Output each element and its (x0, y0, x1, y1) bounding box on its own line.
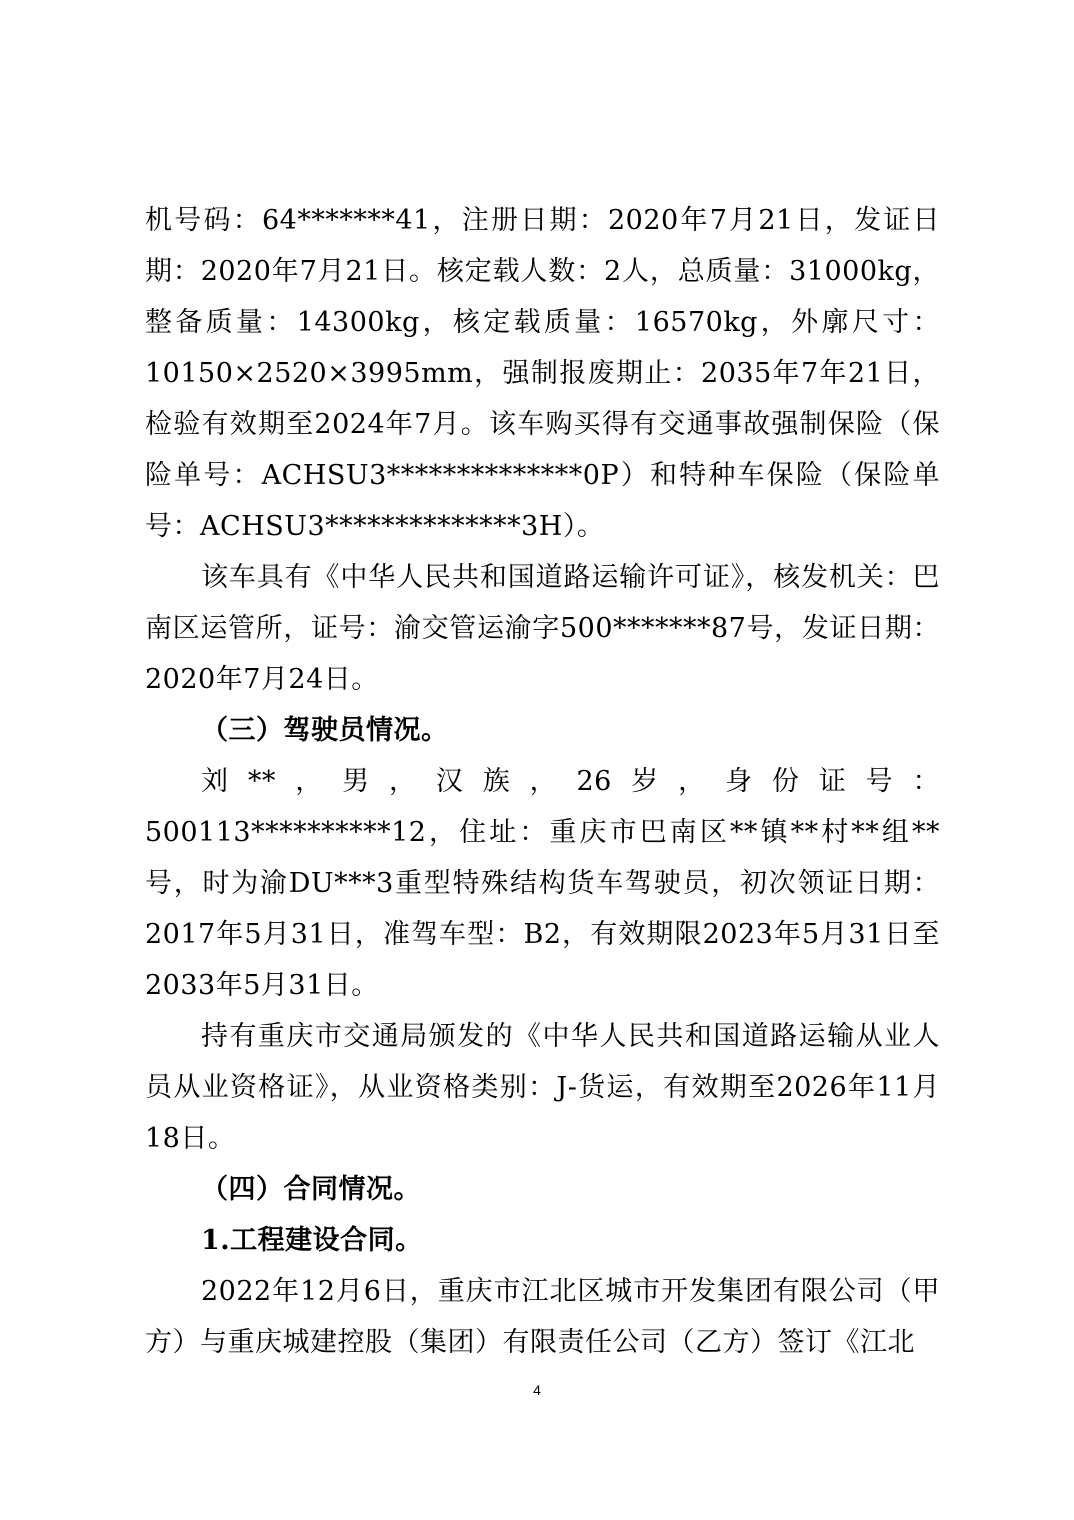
body-text (145, 195, 940, 1368)
section-heading-contracts: （四）合同情况。 (201, 1174, 421, 1205)
page-number: 4 (533, 1382, 541, 1398)
paragraph-driver-info: 刘**，男，汉族，26岁，身份证号：500113**********12，住址：重庆市巴南区**镇**村**组**号，时为渝DU***3重型特殊结构货车驾驶员，初次领证日期：2017年5月31日，准驾车型：B2，有效期限2023年5月31日至2033年5月31日。 (145, 766, 940, 1001)
paragraph-transport-permit: 该车具有《中华人民共和国道路运输许可证》，核发机关：巴南区运管所，证号：渝交管运渝字500*******87号，发证日期：2020年7月24日。 (145, 562, 940, 695)
paragraph-driver-qualification: 持有重庆市交通局颁发的《中华人民共和国道路运输从业人员从业资格证》，从业资格类别：J-货运，有效期至2026年11月18日。 (145, 1021, 940, 1154)
section-heading-driver: （三）驾驶员情况。 (201, 715, 449, 746)
paragraph-contract-details: 2022年12月6日，重庆市江北区城市开发集团有限公司（甲方）与重庆城建控股（集团）有限责任公司（乙方）签订《江北 (145, 1276, 940, 1358)
paragraph-vehicle-details: 机号码：64*******41，注册日期：2020年7月21日，发证日期：2020年7月21日。核定载人数：2人，总质量：31000kg，整备质量：14300kg，核定载质量：16570kg，外廓尺寸：10150×2520×3995mm，强制报废期止：2035年7年21日，检验有效期至2024年7月。该车购买得有交通事故强制保险（保险单号：ACHSU3**************0P）和特种车保险（保险单号：ACHSU3**************3H）。 (145, 205, 940, 542)
subsection-heading-construction-contract: 1.工程建设合同。 (201, 1225, 423, 1256)
